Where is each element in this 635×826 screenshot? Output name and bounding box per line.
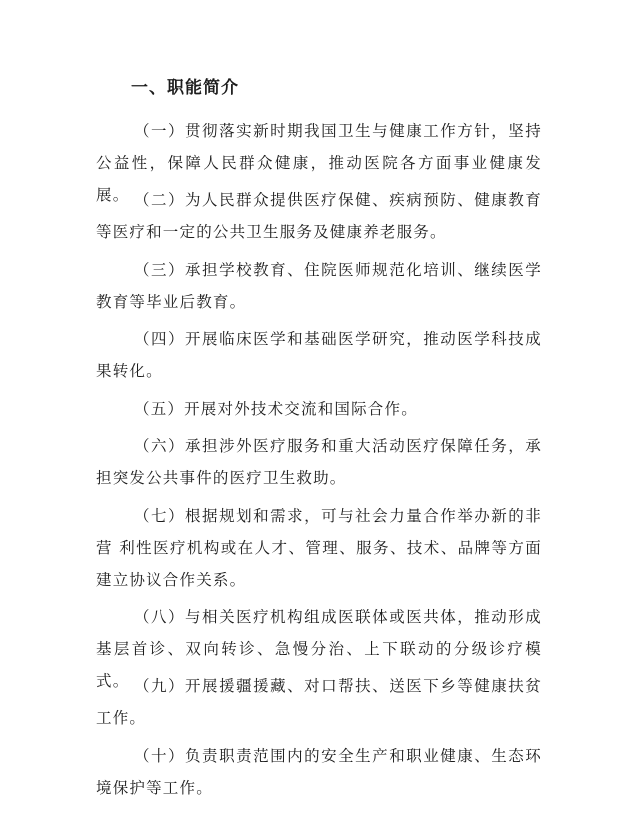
function-item-8: （八）与相关医疗机构组成医联体或医共体，推动形成基层首诊、双向转诊、急慢分治、上下联动的分级诊疗模式。 <box>96 608 542 690</box>
function-item-1: （一）贯彻落实新时期我国卫生与健康工作方针，坚持公益性，保障人民群众健康，推动医院各方面事业健康发展。 <box>96 122 542 204</box>
function-item-5: （五）开展对外技术交流和国际合作。 <box>134 400 418 418</box>
function-item-6: （六）承担涉外医疗服务和重大活动医疗保障任务，承担突发公共事件的医疗卫生救助。 <box>96 437 542 487</box>
function-item-3: （三）承担学校教育、住院医师规范化培训、继续医学教育等毕业后教育。 <box>96 261 542 311</box>
function-item-9: （九）开展援疆援藏、对口帮扶、送医下乡等健康扶贫工作。 <box>96 677 542 727</box>
function-item-4: （四）开展临床医学和基础医学研究，推动医学科技成果转化。 <box>96 330 542 380</box>
function-item-7: （七）根据规划和需求，可与社会力量合作举办新的非营 利性医疗机构或在人才、管理、服务、技术、品牌等方面建立协议合作关系。 <box>96 507 542 589</box>
function-item-10: （十）负责职责范围内的安全生产和职业健康、生态环境保护等工作。 <box>96 747 542 797</box>
function-item-2: （二）为人民群众提供医疗保健、疾病预防、健康教育等医疗和一定的公共卫生服务及健康养老服务。 <box>96 191 542 241</box>
section-title: 一、职能简介 <box>131 78 239 98</box>
